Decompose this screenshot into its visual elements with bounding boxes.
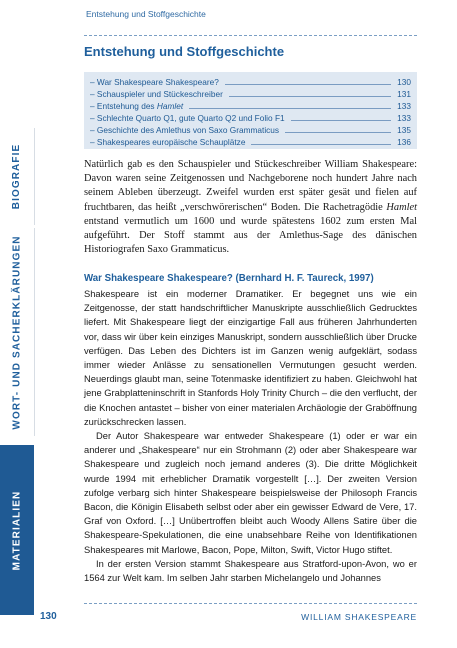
sidebar-tab-label: WORT- UND SACHERKLÄRUNGEN [11,234,23,430]
toc-item[interactable] [90,124,411,135]
toc-leader-line [225,84,391,85]
toc-item-page: 130 [397,77,411,87]
toc-item-page: 133 [397,113,411,123]
toc-item-title: – War Shakespeare Shakespeare? [90,77,219,87]
toc-item-page: 136 [397,137,411,147]
chapter-title: Entstehung und Stoffgeschichte [84,44,285,59]
toc-item-page: 133 [397,101,411,111]
page-number: 130 [40,611,57,622]
body-paragraph: Shakespeare ist ein moderner Dramatiker. Er begegnet uns wie ein Zeitgenosse, der statt handschriftlicher Manuskripte ausschließlich Gedrucktes liefert. Mit Shakespeare liegt der einzigartige Fall aus früheren Jahrhunderten vor, dass wir über kein einziges Manuskript, sondern ausschließlich über Drucke verfügen. Das Leben des Dichters ist im Ganzen wenig aufgeklärt, sodass immer wieder Anlässe zu sensationellen Vermutungen gesucht werden. Neuerdings glaubt man, seine Totenmaske identifiziert zu haben. Gleichwohl hat jene Grabplatteninschrift in Stanfords Holy Trinity Church – die den verflucht, der die Knochen antastet – bisher von einer materialen Archäologie der Graböffnung zurückschrecken lassen. [84,289,417,427]
intro-paragraph [84,158,417,257]
sidebar-tab-wort-und-sacherklaerungen[interactable] [0,228,35,436]
toc-leader-line [285,132,391,133]
toc-leader-line [189,108,391,109]
body-paragraph: In der ersten Version stammt Shakespeare aus Stratford-upon-Avon, wo er 1564 zur Welt kam. Im selben Jahr starben Michelangelo und Johannes [84,558,417,584]
toc-item[interactable] [90,76,411,87]
sidebar-tab-biografie[interactable] [0,128,35,225]
toc-item-title: – Schauspieler und Stückeschreiber [90,89,223,99]
toc-leader-line [251,144,391,145]
toc-item-title-prefix: – Entstehung des [90,101,157,111]
toc-item-title [90,101,183,111]
intro-text-part2: entstand vermutlich um 1600 und wurde spätestens 1602 zum ersten Mal aufgeführt. Der Stoff stammt aus der Amlethus-Sage des dänischen Historiografen Saxo Grammaticus. [84,215,417,256]
sidebar-tab-materialien[interactable] [0,445,34,615]
toc-item[interactable] [90,88,411,99]
running-header: Entstehung und Stoffgeschichte [86,9,206,19]
header-divider [84,35,417,36]
intro-text-part1: Natürlich gab es den Schauspieler und Stückeschreiber William Shakespeare: Davon waren seine Zeitgenossen und Nachgeborene noch hundert Jahre nach seinem Ableben überzeugt. Zweifel wurden erst später gesät und fielen auf fruchtbaren, das heißt „verschwörerischen“ Boden. Die Rachetragödie [84,159,417,213]
toc-item-title-italic: Hamlet [156,101,184,111]
toc-item-page: 131 [397,89,411,99]
body-paragraph: Der Autor Shakespeare war entweder Shakespeare (1) oder er war ein anderer und „Shakespeare“ nur ein Strohmann (2) oder aber Shakespeare war Shakespeare und zugleich noch jemand anderes (3). Die dritte Möglichkeit wurde 1994 mit erheblicher Dramatik vorgestellt […]. Der zweiten Version zufolge verbarg sich hinter Shakespeare beispielsweise der Philosoph Francis Bacon, die Königin Elisabeth selbst oder aber ein gewisser Edward de Vere, 17. Graf von Oxford. […] Unübertroffen bleibt auch Woody Allens Satire über die Shakespeare-Spekulationen, die eine unabsehbare Reihe von Identifikationen Shakespeares mit Marlowe, Bacon, Pope, Milton, Swift, Victor Hugo stiftet. [84,431,417,555]
toc-leader-line [229,96,391,97]
toc-item[interactable] [90,112,411,123]
section-heading: War Shakespeare Shakespeare? (Bernhard H. F. Taureck, 1997) [84,273,374,284]
intro-text-italic: Hamlet [386,201,417,213]
sidebar-tab-label: MATERIALIEN [11,490,23,570]
toc-item[interactable] [90,100,411,111]
sidebar-tab-label: BIOGRAFIE [11,143,23,210]
footer-divider [84,603,417,604]
toc-leader-line [291,120,392,121]
toc-item[interactable] [90,136,411,147]
footer-book-title: WILLIAM SHAKESPEARE [301,612,417,622]
toc-item-title: – Geschichte des Amlethus von Saxo Grammaticus [90,125,280,135]
section-body [84,287,417,585]
toc-box [84,72,417,149]
toc-item-title: – Schlechte Quarto Q1, gute Quarto Q2 und Folio F1 [90,113,285,123]
toc-item-title: – Shakespeares europäische Schauplätze [90,137,246,147]
toc-item-page: 135 [397,125,411,135]
